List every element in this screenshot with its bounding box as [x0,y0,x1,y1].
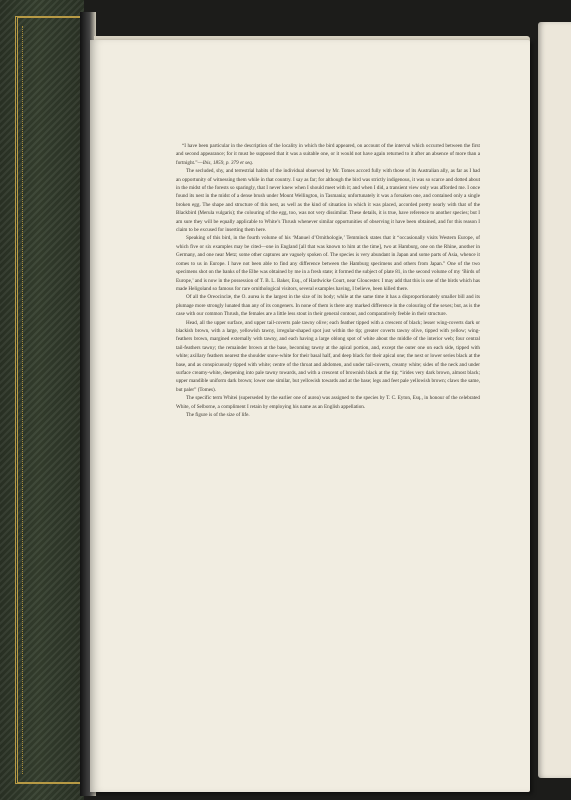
quote-source: Ibis, 1859, p. 379 et seq. [202,159,254,166]
paragraph-temminck: Speaking of this bird, in the fourth volume of his ‘Manuel d’Ornithologie,’ Temminck states that it “occasionally visits Western Europe, of which five or six examples may be cited—one in England [all that was known to him at the time], two at Hamburg, one on the Rhine, another in Germany, and one near Metz; some other captures are vaguely spoken of. The species is very abundant in Japan and some parts of Asia, whence it comes to us in Europe. I have not been able to find any difference between the Hamburg specimens and others from Japan.” One of the two specimens shot on the banks of the Elbe was obtained by me in a fresh state; it formed the subject of plate 81, in the second volume of my ‘Birds of Europe,’ and is now in the possession of T. B. L. Baker, Esq., of Hardwicke Court, near Gloucester. I may add that this is one of the birds which has made Heligoland so famous for rare ornithological visitors, several examples having, I believe, been killed there. [176,235,480,292]
paragraph-habits: The secluded, shy, and terrestrial habits of the individual observed by Mr. Tomes accord fully with those of its Australian ally, as far as I had an opportunity of witnessing them while in that country. I say as far; for although the bird was strictly indigenous, it was so scarce and dotted about in the midst of the forests so sparingly, that I never knew when I should meet with it; and when I did, a transient view only was afforded me. I once found its nest in the midst of a dense brush under Mount Wellington, in Tasmania; unfortunately it was a forsaken one, and contained only a single broken egg. The shape and structure of this nest, as well as the kind of situation in which it was placed, accorded pretty nearly with that of the Blackbird (Merula vulgaris); the colouring of the egg, too, was not very dissimilar. These details, it is true, have reference to another species; but I am sure they will be equally applicable to White’s Thrush whenever similar opportunities of observing it have been obtained, and for this reason I claim to be excused for inserting them here. [176,168,480,234]
gilt-inner-rule [22,26,80,774]
paragraph-description: Head, all the upper surface, and upper tail-coverts pale tawny olive; each feather tipped with a crescent of black; lesser wing-coverts dark or blackish brown, with a large, yellowish tawny, irregular-shaped spot just within the tip; greater coverts tawny olive, tipped with yellow; wing-feathers brown, margined externally with tawny, and each having a large oblong spot of white about the middle of the interior web; four central tail-feathers tawny; the remainder brown at the base, becoming tawny at the apical portion, and, except the outer one on each side, tipped with white; axillary feathers nearest the shoulder snow-white for their basal half, and deep black for their apical one; the next or lower series black at the base, and as conspicuously tipped with white; centre of the throat and abdomen, and under tail-coverts, creamy white; sides of the neck and under surface creamy-white, deepening into pale tawny towards, and with a crescent of brownish black at the tip; “irides very dark brown, almost black; upper mandible uniform dark brown; lower one similar, but yellowish towards and at the base; legs and feet pale yellowish brown; claws the same, but paler” (Tomes). [176,319,480,393]
quote-text: “I have been particular in the description of the locality in which the bird appeared, on account of the interval which occurred between the first and second appearance; for it must be supposed that it was a suitable one, or it would not have again returned to it after an absence of more than a fortnight.”— [176,143,480,166]
paragraph-specific-term: The specific term Whitei (superseded by the earlier one of aurea) was assigned to the species by T. C. Eyton, Esq., in honour of the celebrated White, of Selborne, a compliment I retain by employing his name as an English appellation. [176,395,480,410]
facing-page-edge [538,22,571,778]
page-text-body [176,142,480,419]
paragraph-oreocinclae: Of all the Oreocinclæ, the O. aurea is the largest in the size of its body; while at the same time it has a disproportionately smaller bill and its plumage more strongly lunated than any of its congeners. In none of them is there any marked difference in the colouring of the sexes; but, as is the case with our common Thrush, the females are a little less stout in their general contour, and comparatively feeble in their structure. [176,294,480,318]
paragraph-quote [176,142,480,167]
book-cover-binding [0,0,84,800]
paragraph-figure-note: The figure is of the size of life. [186,412,250,418]
